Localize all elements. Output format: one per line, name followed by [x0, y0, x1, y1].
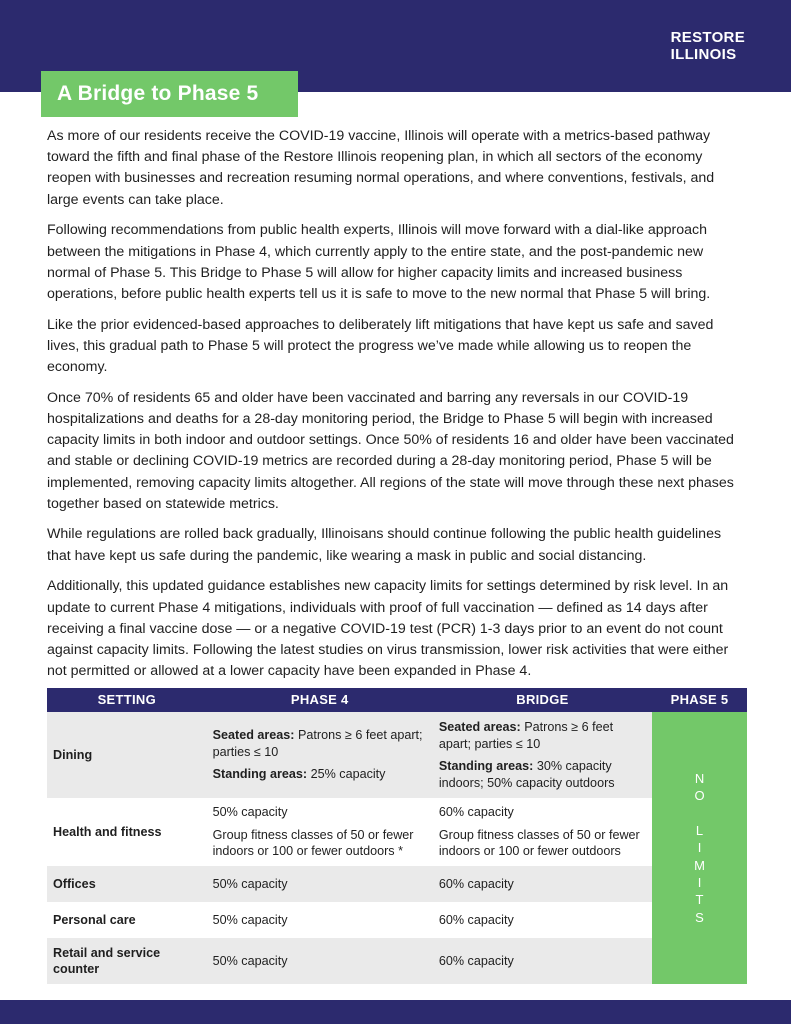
bridge-retail: 60% capacity: [433, 938, 652, 984]
no-limits-letter: L: [695, 822, 704, 838]
bridge-health-line2: Group fitness classes of 50 or fewer indoors or 100 or fewer outdoors: [438, 827, 640, 859]
body-text: [47, 126, 747, 692]
paragraph-3: Like the prior evidenced-based approaches to deliberately lift mitigations that have kept us safe and saved lives, this gradual path to Phase 5 will protect the progress we’ve made while allowing us to reopen the economy.: [47, 316, 714, 376]
paragraph-5: While regulations are rolled back gradually, Illinoisans should continue following the public health guidelines that have kept us safe during the pandemic, like wearing a mask in public and social distancing.: [47, 526, 722, 564]
no-limits-letter: O: [694, 788, 705, 804]
phase4-dining-standing-label: Standing areas:: [212, 767, 308, 782]
phase4-retail: 50% capacity: [207, 938, 433, 984]
bridge-dining-standing: [439, 758, 646, 791]
bridge-dining-seated-label: Seated areas:: [438, 720, 521, 734]
no-limits-letter: S: [695, 909, 704, 925]
header-bridge: BRIDGE: [433, 688, 652, 712]
setting-dining: Dining: [47, 712, 207, 798]
phase4-offices: 50% capacity: [207, 866, 433, 902]
bridge-dining-standing-label: Standing areas:: [438, 759, 534, 773]
table-row-dining: [47, 712, 747, 798]
bridge-dining-seated: [439, 719, 646, 752]
phase5-no-limits: [652, 770, 747, 927]
logo-line-1: RESTORE: [670, 29, 745, 46]
phase4-personal-care: 50% capacity: [212, 912, 288, 927]
footer-band: [0, 1000, 791, 1024]
phase4-health: [207, 798, 433, 866]
table-row-offices: [47, 866, 747, 902]
bridge-offices: 60% capacity: [433, 866, 652, 902]
header-phase4: PHASE 4: [207, 688, 433, 712]
no-limits-letter: N: [694, 770, 705, 786]
paragraph-4: Once 70% of residents 65 and older have been vaccinated and barring any reversals in our COVID-19 hospitalizations and deaths for a 28-day monitoring period, the Bridge to Phase 5 will begin with increased capacity limits in both indoor and outdoor settings. Once 50% of residents 16 and older have been vaccinated and stable or declining COVID-19 metrics are recorded during a 28-day monitoring period, Phase 5 will be implemented, removing capacity limits altogether. All regions of the state will move through these next phases together based on statewide metrics.: [47, 389, 734, 512]
no-limits-letter: I: [697, 840, 702, 856]
setting-health: Health and fitness: [53, 824, 162, 839]
page-title: A Bridge to Phase 5: [41, 71, 298, 117]
bridge-health: [433, 798, 652, 866]
phase4-dining-seated: [213, 727, 427, 760]
phase5-no-limits-cell: [652, 712, 747, 984]
phase4-dining-standing-text: 25% capacity: [307, 767, 386, 782]
table-row-retail: [47, 938, 747, 984]
paragraph-1: As more of our residents receive the COVID-19 vaccine, Illinois will operate with a metrics-based pathway toward the fifth and final phase of the Restore Illinois reopening plan, in which all sectors of the economy reopen with businesses and recreation resuming normal operations, and where conventions, festivals, and large events can take place.: [47, 128, 715, 208]
table-row-health: [47, 798, 747, 866]
paragraph-6: Additionally, this updated guidance establishes new capacity limits for settings determined by risk level. In an update to current Phase 4 mitigations, individuals with proof of full vaccination — defined as 14 days after receiving a final vaccine dose — or a negative COVID-19 test (PCR) 1-3 days prior to an event do not count against capacity limits. Following the latest studies on virus transmission, lower risk activities that were either not permitted or allowed at a lower capacity have been expanded in Phase 4.: [47, 578, 729, 680]
restore-illinois-logo: [671, 29, 745, 63]
bridge-dining-standing-text: 30% capacity indoors; 50% capacity outdoors: [438, 759, 615, 790]
bridge-health-line1: 60% capacity: [438, 805, 514, 820]
bridge-dining: [433, 712, 652, 798]
phase4-dining-seated-label: Seated areas:: [212, 728, 295, 743]
setting-personal-care: Personal care: [53, 912, 136, 927]
logo-line-2: ILLINOIS: [670, 46, 737, 63]
table-header-row: [47, 688, 747, 712]
header-phase5: PHASE 5: [652, 688, 747, 712]
phase4-dining-standing: [213, 766, 427, 783]
setting-offices: Offices: [47, 866, 207, 902]
capacity-table: [47, 688, 747, 984]
paragraph-2: Following recommendations from public health experts, Illinois will move forward with a dial-like approach between the mitigations in Phase 4, which currently apply to the entire state, and the post-pandemic new normal of Phase 5. This Bridge to Phase 5 will allow for higher capacity limits and increased business operations, before public health experts tell us it is safe to move to the new normal that Phase 5 will bring.: [47, 222, 711, 302]
phase4-health-line1: 50% capacity: [212, 805, 288, 820]
no-limits-letter: T: [695, 892, 704, 908]
phase4-dining: [207, 712, 433, 798]
bridge-dining-seated-text: Patrons ≥ 6 feet apart; parties ≤ 10: [438, 720, 614, 751]
bridge-personal-care: 60% capacity: [438, 912, 514, 927]
no-limits-letter: M: [694, 857, 705, 873]
table-row-personal-care: [47, 902, 747, 938]
no-limits-letter: I: [697, 875, 702, 891]
phase4-dining-seated-text: Patrons ≥ 6 feet apart; parties ≤ 10: [212, 728, 423, 759]
header-setting: SETTING: [47, 688, 207, 712]
setting-retail: Retail and service counter: [47, 938, 207, 984]
phase4-health-line2: Group fitness classes of 50 or fewer indoors or 100 or fewer outdoors *: [212, 827, 414, 859]
